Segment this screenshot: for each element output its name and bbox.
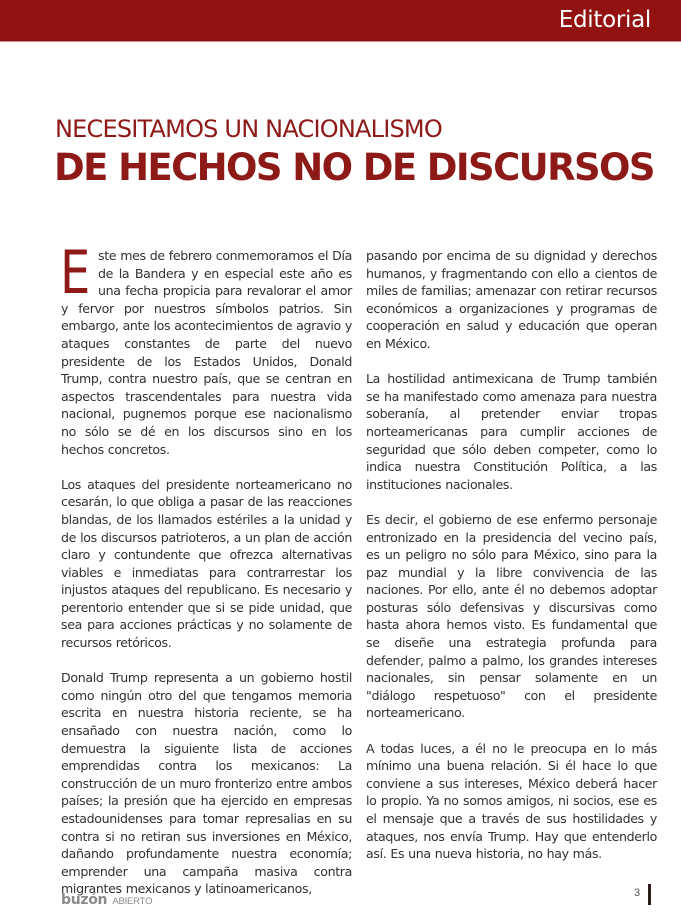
section-label: Editorial — [558, 7, 651, 33]
page-number: 3 — [634, 887, 641, 899]
article-left-column — [60, 238, 352, 916]
article-paragraph: Los ataques del presidente norteamericano no cesarán, lo que obliga a pasar de las reacciones blandas, de los llamados estériles a la unidad y de los discursos patrioteros, a un plan de acción claro y contundente que ofrezca alternativas viables e inmediatas para contrarrestar los injustos ataques del republicano. Es necesario y perentorio entender que si se pide unidad, que sea para acciones prácticas y no solamente de recursos retóricos. — [61, 476, 352, 651]
article-paragraph: A todas luces, a él no le preocupa en lo más mínimo una buena relación. Si él hace lo que conviene a sus intereses, México deberá hacer lo propio. Ya no somos amigos, ni socios, ese es el mensaje que a través de sus hostilidades y ataques, nos envía Trump. Hay que entenderlo así. Es una nueva historia, no hay más. — [366, 740, 657, 862]
page-marker-bar — [648, 884, 651, 905]
article-paragraph: Donald Trump representa a un gobierno hostil como ningún otro del que tengamos memoria escrita en nuestra historia reciente, se ha ensañado con nuestra nación, como lo demuestra la siguiente lista de acciones emprendidas contra los mexicanos: La construcción de un muro fronterizo entre ambos países; la presión que ha ejercido en empresas estadounidenses para tomar represalias en su contra si no retiran sus inversiones en México, dañando profundamente nuestra economía; emprender una campaña masiva contra migrantes mexicanos y latinoamericanos, — [61, 670, 352, 897]
article-paragraph — [60, 238, 352, 458]
article-paragraph: pasando por encima de su dignidad y derechos humanos, y fragmentando con ello a cientos de miles de familias; amenazar con retirar recursos económicos a organizaciones y programas de cooperación en salud y educación que operan en México. — [366, 248, 657, 351]
section-header-band — [0, 0, 681, 42]
publication-logo — [61, 889, 152, 908]
drop-cap: E — [60, 238, 91, 308]
logo-main-text: buzón — [61, 892, 108, 908]
paragraph-text: ste mes de febrero conmemoramos el Día de la Bandera y en especial este año es una fecha propicia para revalorar el amor y fervor por nuestros símbolos patrios. Sin embargo, ante los acontecimientos de agravio y ataques constantes de parte del nuevo presidente de los Estados Unidos, Donald Trump, contra nuestro país, que se centran en aspectos trascendentales para nuestra vida nacional, pugnemos porque ese nacionalismo no sólo se dé en los discursos sino en los hechos concretos. — [61, 248, 352, 457]
article-main-title: DE HECHOS NO DE DISCURSOS — [54, 146, 654, 189]
article-paragraph: Es decir, el gobierno de ese enfermo personaje entronizado en la presidencia del vecino país, es un peligro no sólo para México, sino para la paz mundial y la libre convivencia de las naciones. Por ello, ante él no debemos adoptar posturas sólo defensivas y discursivas como hasta ahora hemos visto. Es fundamental que se diseñe una estrategia profunda para defender, palmo a palmo, los grandes intereses nacionales, sin pensar solamente en un "diálogo respetuoso" con el presidente norteamericano. — [366, 511, 657, 721]
article-paragraph: La hostilidad antimexicana de Trump también se ha manifestado como amenaza para nuestra soberanía, al pretender enviar tropas norteamericanas para cumplir acciones de seguridad que sólo deben competer, como lo indica nuestra Constitución Política, a las instituciones nacionales. — [366, 371, 657, 492]
article-kicker-title: NECESITAMOS UN NACIONALISMO — [55, 115, 442, 143]
article-right-column — [366, 247, 657, 880]
logo-sub-text: ABIERTO — [112, 896, 153, 907]
